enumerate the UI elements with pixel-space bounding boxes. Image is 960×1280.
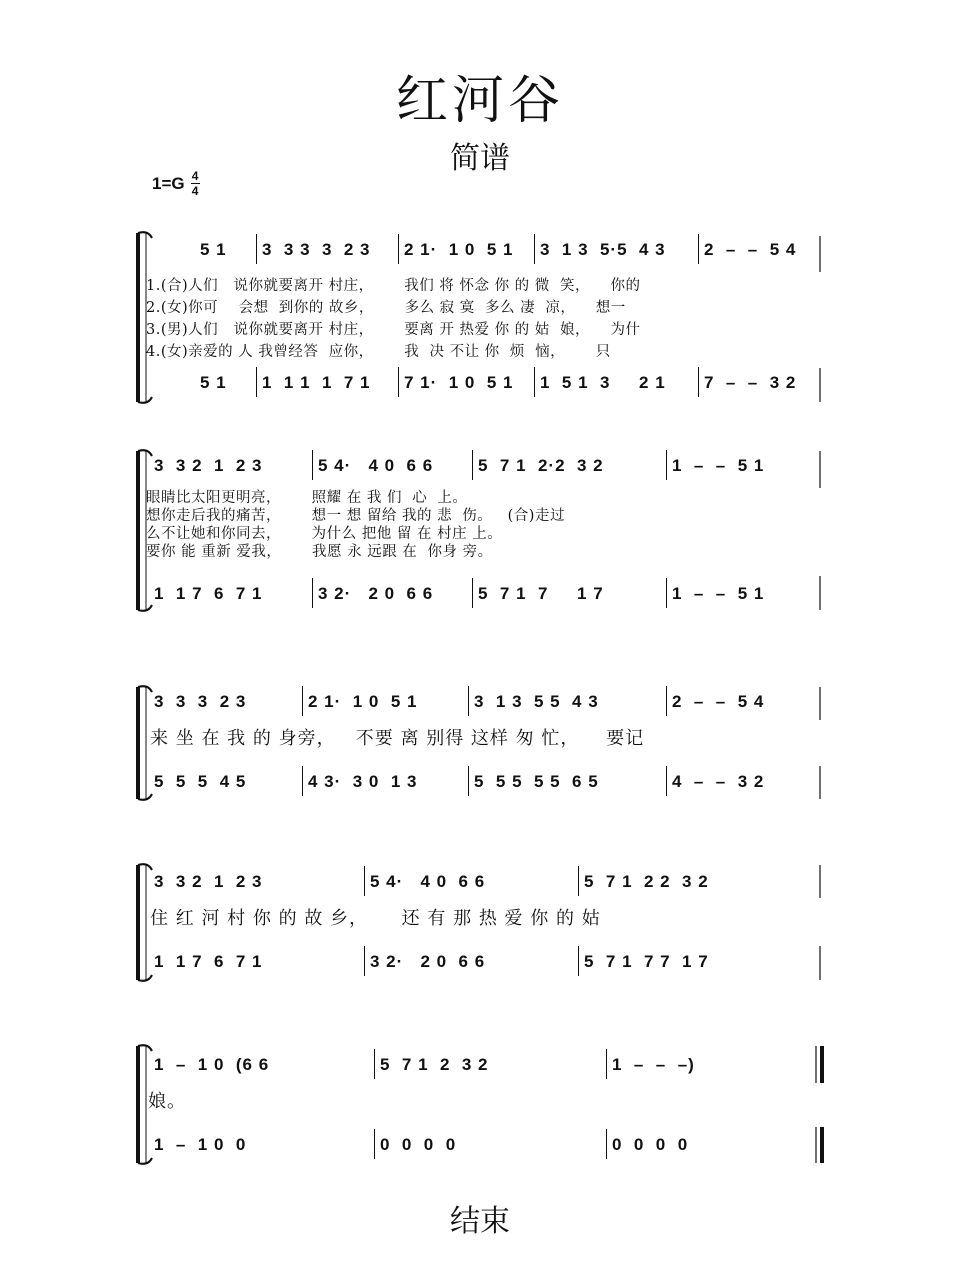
lyric-line-1-1: 1.(合)人们 说你就要离开 村庄， 我们 将 怀念 你 的 微 笑， 你的 <box>146 278 641 294</box>
barline <box>698 234 699 264</box>
barline <box>374 1129 375 1159</box>
barline <box>468 766 469 796</box>
barline <box>302 686 303 716</box>
time-denominator: 4 <box>191 184 199 198</box>
barline <box>302 766 303 796</box>
barline <box>534 367 535 397</box>
barline <box>666 766 667 796</box>
lower-measure: 5 5 5 4 5 <box>154 772 247 791</box>
lower-measure: 4 – – 3 2 <box>672 772 765 791</box>
upper-measure: 5 1 <box>200 240 227 259</box>
barline <box>312 450 313 480</box>
lyric-line-2-4: 要你 能 重新 爱我， 我愿 永 远跟 在 你身 旁。 <box>146 544 493 560</box>
lower-measure: 0 0 0 0 <box>612 1135 689 1154</box>
upper-measure: 2 – – 5 4 <box>704 240 797 259</box>
key-signature <box>152 170 200 197</box>
lower-measure: 1 5 1 3 2 1 <box>540 373 666 392</box>
lower-measure: 7 1· 1 0 5 1 <box>404 373 514 392</box>
key-label: 1=G <box>152 173 185 193</box>
score-system-5 <box>0 1043 960 1168</box>
barline <box>312 578 313 608</box>
song-title: 红河谷 <box>395 71 564 131</box>
upper-measure: 2 – – 5 4 <box>672 692 765 711</box>
upper-measure: 3 1 3 5·5 4 3 <box>540 240 666 259</box>
lyric-line-4-1: 住 红 河 村 你 的 故 乡， 还 有 那 热 爱 你 的 姑 <box>150 908 601 929</box>
barline <box>606 1049 607 1079</box>
lyric-line-1-4: 4.(女)亲爱的 人 我曾经答 应你， 我 决 不让 你 烦 恼， 只 <box>146 344 611 360</box>
barline <box>666 578 667 608</box>
upper-measure: 3 1 3 5 5 4 3 <box>474 692 599 711</box>
lower-measure: 1 – – 5 1 <box>672 584 765 603</box>
barline <box>468 686 469 716</box>
upper-measure: 1 – 1 0 (6 6 <box>154 1055 270 1074</box>
lower-measure: 1 1 1 1 7 1 <box>262 373 371 392</box>
time-numerator: 4 <box>191 169 199 183</box>
lower-measure: 3 2· 2 0 6 6 <box>370 952 486 971</box>
barline <box>534 234 535 264</box>
upper-measure: 5 7 1 2·2 3 2 <box>478 456 604 475</box>
upper-measure: 2 1· 1 0 5 1 <box>308 692 418 711</box>
upper-measure: 5 7 1 2 2 3 2 <box>584 872 709 891</box>
upper-measure: 3 3 2 1 2 3 <box>154 456 263 475</box>
upper-measure: 5 4· 4 0 6 6 <box>370 872 486 891</box>
lower-measure: 3 2· 2 0 6 6 <box>318 584 434 603</box>
upper-measure: 3 3 3 3 2 3 <box>262 240 371 259</box>
lower-measure: 7 – – 3 2 <box>704 373 797 392</box>
barline <box>472 578 473 608</box>
barline <box>398 234 399 264</box>
barline <box>666 450 667 480</box>
barline <box>472 450 473 480</box>
upper-measure: 5 7 1 2 3 2 <box>380 1055 489 1074</box>
lower-measure: 5 1 <box>200 373 227 392</box>
lyric-line-2-3: 么不让她和你同去， 为什么 把他 留 在 村庄 上。 <box>146 526 503 542</box>
score-system-1 <box>0 230 960 410</box>
lower-measure: 5 7 1 7 7 1 7 <box>584 952 709 971</box>
lyric-line-3-1: 来 坐 在 我 的 身旁， 不要 离 别得 这样 匆 忙， 要记 <box>150 728 645 749</box>
score-system-4 <box>0 862 960 987</box>
barline <box>606 1129 607 1159</box>
lyric-line-5-1: 娘。 <box>148 1091 186 1112</box>
barline <box>256 234 257 264</box>
lyric-line-1-2: 2.(女)你可 会想 到你的 故乡， 多么 寂 寞 多么 凄 凉， 想一 <box>146 300 626 316</box>
upper-measure: 1 – – 5 1 <box>672 456 765 475</box>
upper-measure: 3 3 2 1 2 3 <box>154 872 263 891</box>
lyric-line-1-3: 3.(男)人们 说你就要离开 村庄， 要离 开 热爱 你 的 姑 娘， 为什 <box>146 322 641 338</box>
barline <box>578 866 579 896</box>
score-system-3 <box>0 684 960 804</box>
song-subtitle: 简谱 <box>450 141 510 176</box>
barline <box>398 367 399 397</box>
lower-measure: 4 3· 3 0 1 3 <box>308 772 418 791</box>
barline <box>666 686 667 716</box>
end-label: 结束 <box>450 1204 510 1239</box>
lower-measure: 1 1 7 6 7 1 <box>154 584 263 603</box>
barline <box>578 946 579 976</box>
barline <box>256 367 257 397</box>
barline <box>374 1049 375 1079</box>
lower-measure: 1 – 1 0 0 <box>154 1135 247 1154</box>
barline <box>698 367 699 397</box>
time-signature <box>191 170 200 197</box>
lower-measure: 5 5 5 5 5 6 5 <box>474 772 599 791</box>
upper-measure: 1 – – –) <box>612 1055 695 1074</box>
upper-measure: 3 3 3 2 3 <box>154 692 247 711</box>
score-system-2 <box>0 448 960 618</box>
lower-measure: 5 7 1 7 1 7 <box>478 584 604 603</box>
upper-measure: 5 4· 4 0 6 6 <box>318 456 434 475</box>
lower-measure: 1 1 7 6 7 1 <box>154 952 263 971</box>
lyric-line-2-1: 眼睛比太阳更明亮， 照耀 在 我 们 心 上。 <box>146 490 468 506</box>
lyric-line-2-2: 想你走后我的痛苦， 想一 想 留给 我的 悲 伤。 (合)走过 <box>146 508 565 524</box>
upper-measure: 2 1· 1 0 5 1 <box>404 240 514 259</box>
barline <box>364 946 365 976</box>
barline <box>364 866 365 896</box>
lower-measure: 0 0 0 0 <box>380 1135 457 1154</box>
